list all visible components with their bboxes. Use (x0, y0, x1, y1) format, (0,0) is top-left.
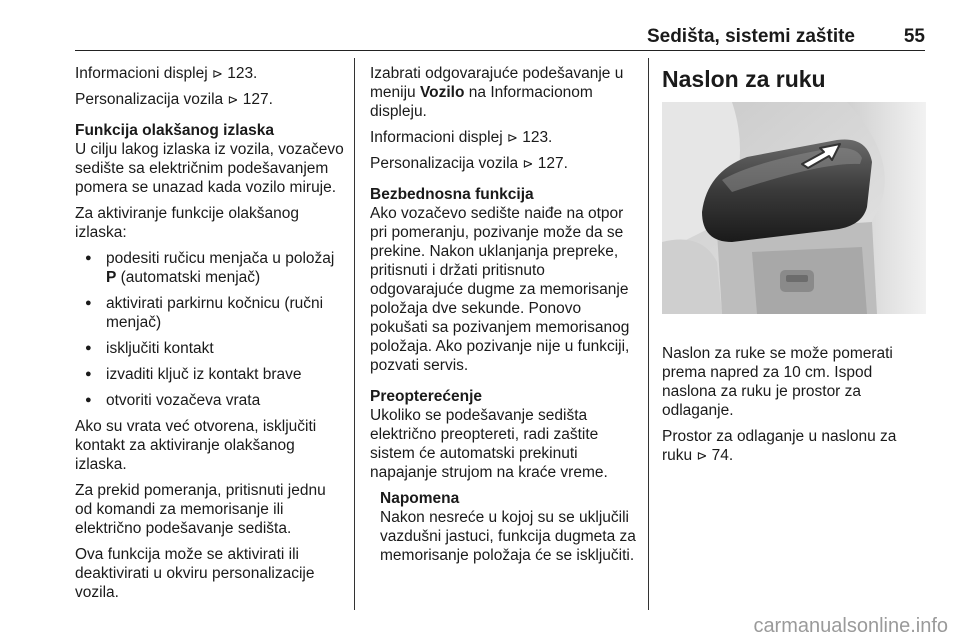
paragraph: Za prekid pomeranja, pritisnuti jednu od komandi za memorisanje ili električno podešavanje sedišta. (75, 482, 326, 537)
column-divider-2 (648, 58, 649, 610)
note-block (370, 489, 640, 565)
section-block (370, 387, 640, 482)
paragraph: Naslon za ruke se može pomerati prema napred za 10 cm. Ispod naslona za ruku je prostor za odlaganje. (662, 345, 893, 419)
reference-arrow-icon: ⊳ (522, 156, 534, 171)
note-heading: Napomena (380, 490, 460, 507)
bullet-list (75, 249, 347, 410)
armrest-illustration (662, 102, 926, 314)
page-header (75, 26, 925, 51)
header-title: Sedišta, sistemi zaštite (646, 26, 855, 47)
section-title: Naslon za ruku (662, 66, 826, 92)
list-item: ● otvoriti vozačeva vrata (75, 391, 347, 410)
paragraph: Izabrati odgovarajuće podešavanje u meniju Vozilo na Informacionom displeju. (370, 65, 624, 120)
paragraph: Ova funkcija može se aktivirati ili deaktivirati u okviru personalizacije vozila. (75, 546, 315, 601)
column-left (75, 64, 347, 609)
armrest-photo (662, 102, 926, 314)
list-item: ● aktivirati parkirnu kočnicu (ručni menjač) (75, 294, 347, 332)
reference-arrow-icon: ⊳ (506, 130, 518, 145)
section-heading: Bezbednosna funkcija (370, 186, 534, 203)
paragraph: U cilju lakog izlaska iz vozila, vozačevo sedište sa električnim podešavanjem pomera se unazad kada vozilo miruje. (75, 141, 344, 196)
paragraph: Ukoliko se podešavanje sedišta električno preoptereti, radi zaštite sistem će automatski prekinuti napajanje strujom na kraće vreme. (370, 407, 608, 481)
reference-line: Personalizacija vozila ⊳ 127. (75, 91, 273, 108)
list-item: ● isključiti kontakt (75, 339, 347, 358)
page-number: 55 (903, 26, 925, 47)
reference-line: Informacioni displej ⊳ 123. (370, 129, 553, 146)
reference-arrow-icon: ⊳ (211, 66, 223, 81)
column-middle (370, 64, 640, 572)
reference-line: Prostor za odlaganje u naslonu za ruku ⊳ 74. (662, 428, 897, 464)
paragraph: Ako vozačevo sedište naiđe na otpor pri pomeranju, pozivanje može da se prekine. Nakon uklanjanja prepreke, pritisnuti i držati pritisnuto odgovarajuće dugme za memorisanje položaja dve sekunde. Ponovo pokušati sa pozivanjem memorisanog položaja. Ako pozivanje nije u funkciji, pozvati servis. (370, 205, 630, 374)
reference-line: Personalizacija vozila ⊳ 127. (370, 155, 568, 172)
reference-arrow-icon: ⊳ (227, 92, 239, 107)
paragraph: Ako su vrata već otvorena, isključiti kontakt za aktiviranje olakšanog izlaska. (75, 418, 317, 473)
section-heading: Preopterećenje (370, 388, 482, 405)
section-block (370, 185, 640, 375)
column-divider-1 (354, 58, 355, 610)
reference-arrow-icon: ⊳ (696, 448, 708, 463)
list-item: ● izvaditi ključ iz kontakt brave (75, 365, 347, 384)
paragraph: Za aktiviranje funkcije olakšanog izlaska: (75, 205, 300, 241)
watermark: carmanualsonline.info (753, 615, 948, 637)
note-text: Nakon nesreće u kojoj su se uključili vazdušni jastuci, funkcija dugmeta za memorisanje položaja će se isključiti. (380, 509, 636, 564)
section-heading: Funkcija olakšanog izlaska (75, 122, 274, 139)
section-block (75, 121, 347, 197)
reference-line: Informacioni displej ⊳ 123. (75, 65, 258, 82)
list-item: ● podesiti ručicu menjača u položaj P (automatski menjač) (75, 249, 347, 287)
column-right (662, 64, 926, 472)
